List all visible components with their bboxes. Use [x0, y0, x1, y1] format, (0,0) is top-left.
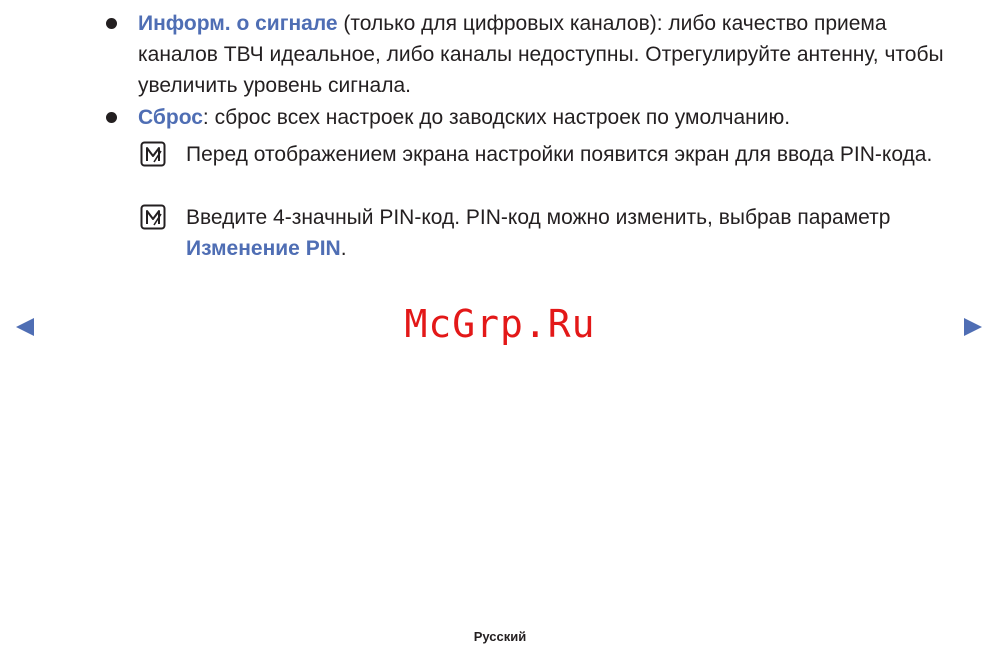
note-text: Перед отображением экрана настройки появится экран для ввода PIN-кода. [186, 143, 933, 166]
list-item-signal-info [138, 8, 958, 101]
note-icon [140, 141, 166, 167]
list-item-reset [138, 102, 958, 133]
bullet-dot [106, 18, 117, 29]
note-pin-screen [186, 139, 956, 170]
term-change-pin: Изменение PIN [186, 237, 341, 260]
term-reset: Сброс [138, 106, 203, 129]
note-pin-change [186, 202, 956, 264]
footer-language: Русский [473, 629, 527, 644]
item-text: : сброс всех настроек до заводских настроек по умолчанию. [202, 106, 791, 129]
term-signal-info: Информ. о сигнале [138, 12, 338, 35]
note-icon [140, 204, 166, 230]
item-text: (только для цифровых каналов): либо качество приема каналов ТВЧ идеальное, либо каналы недоступны. Отрегулируйте антенну, чтобы увеличить уровень сигнала. [138, 12, 944, 97]
bullet-dot [106, 112, 117, 123]
note-text-after: . [340, 237, 347, 260]
note-text-before: Введите 4-значный PIN-код. PIN-код можно изменить, выбрав параметр [186, 206, 891, 229]
watermark: McGrp.Ru [404, 302, 596, 346]
